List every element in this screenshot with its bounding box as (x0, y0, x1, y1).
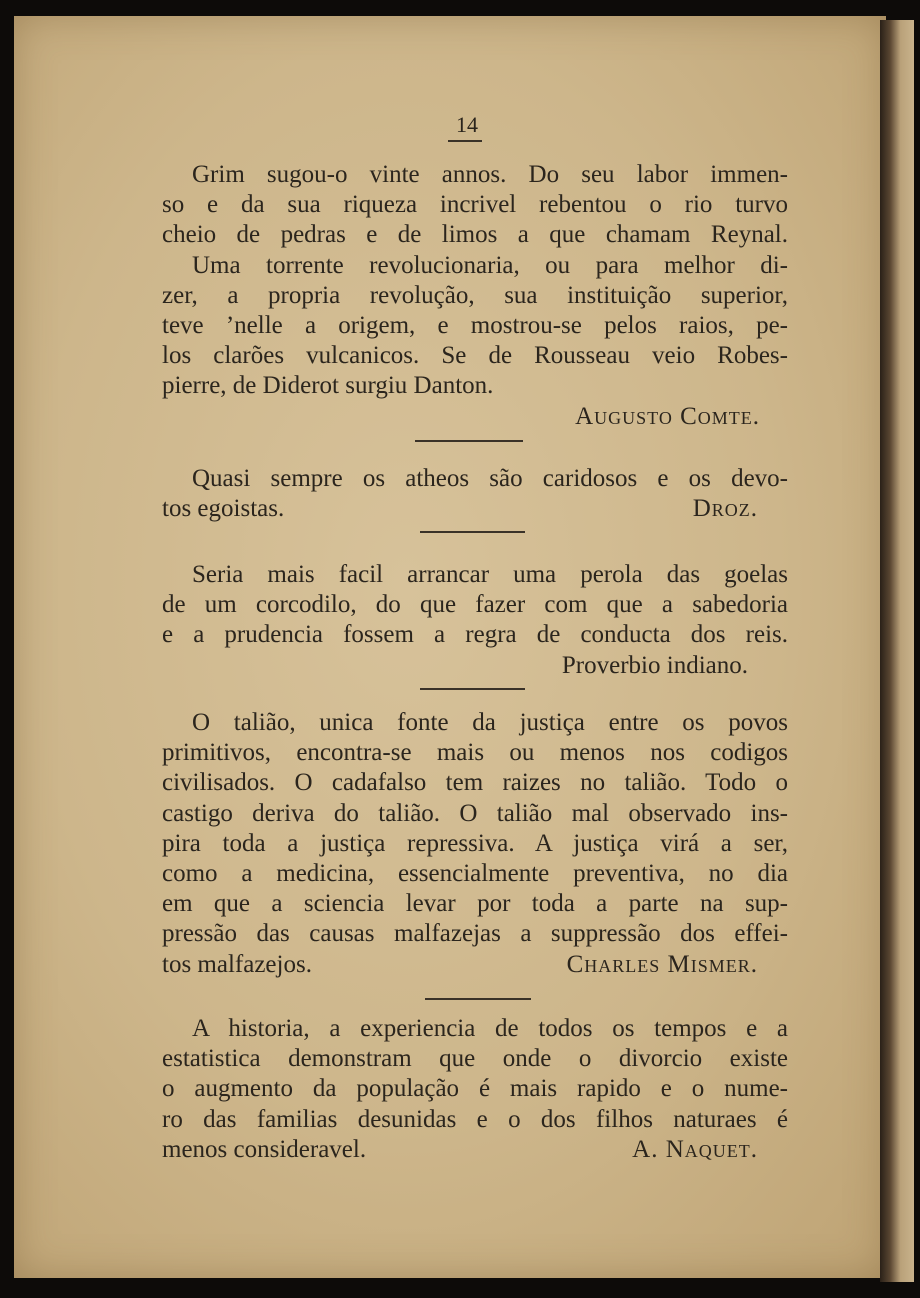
quote-line: Uma torrente revolucionaria, ou para melhor di- (192, 251, 788, 279)
quote-mismer (162, 708, 788, 980)
quote-line: A historia, a experiencia de todos os tempos e a (192, 1015, 788, 1042)
quote-line: Grim sugou-o vinte annos. Do seu labor immen- (192, 161, 788, 188)
quote-last-row (162, 494, 788, 524)
quote-naquet (162, 1014, 788, 1165)
quote-droz (162, 464, 788, 524)
page-binding-edge (880, 20, 914, 1282)
quote-line: civilisados. O cadafalso tem raizes no talião. Todo o (162, 769, 788, 797)
quote-author: Augusto Comte. (575, 402, 760, 430)
quote-line: Seria mais facil arrancar uma perola das goelas (192, 561, 788, 588)
quote-line: teve ’nelle a origem, e mostrou-se pelos raios, pe- (162, 311, 788, 339)
page-number-rule (448, 140, 482, 142)
divider (415, 440, 523, 442)
quote-author: Droz. (692, 495, 758, 523)
quote-line: ro das familias desunidas e o dos filhos naturaes é (162, 1105, 788, 1133)
quote-last-row (162, 950, 788, 980)
quote-comte (162, 160, 788, 432)
quote-line: castigo deriva do talião. O talião mal observado ins- (162, 799, 788, 827)
quote-author: A. Naquet. (632, 1135, 758, 1163)
quote-line: e a prudencia fossem a regra de conducta dos reis. (162, 621, 788, 649)
quote-line: los clarões vulcanicos. Se de Rousseau veio Robes- (162, 342, 788, 370)
quote-line: tos egoistas. (162, 495, 285, 523)
quote-line: de um corcodilo, do que fazer com que a sabedoria (162, 591, 788, 619)
divider (420, 688, 525, 690)
quote-line: pierre, de Diderot surgiu Danton. (162, 372, 494, 400)
quote-author: Proverbio indiano. (561, 651, 748, 679)
quote-last-row (162, 1135, 788, 1165)
quote-line: em que a sciencia levar por toda a parte na sup- (162, 890, 788, 918)
quote-line: Quasi sempre os atheos são caridosos e os devo- (192, 465, 788, 492)
page-number: 14 (456, 112, 478, 137)
quote-line: cheio de pedras e de limos a que chamam Reynal. (162, 221, 788, 249)
divider (425, 998, 531, 1000)
quote-line: O talião, unica fonte da justiça entre os povos (192, 709, 788, 736)
quote-line: pira toda a justiça repressiva. A justiça virá a ser, (162, 829, 788, 857)
quote-line: menos consideravel. (162, 1135, 367, 1163)
quote-line: tos malfazejos. (162, 950, 312, 978)
quote-proverb (162, 560, 788, 681)
quote-line: zer, a propria revolução, sua instituição superior, (162, 281, 788, 309)
quote-line: o augmento da população é mais rapido e o nume- (162, 1075, 788, 1103)
quote-line: como a medicina, essencialmente preventiva, no dia (162, 859, 788, 887)
divider (420, 531, 525, 533)
quote-line: estatistica demonstram que onde o divorcio existe (162, 1045, 788, 1073)
quote-line: so e da sua riqueza incrivel rebentou o rio turvo (162, 191, 788, 219)
quote-line: primitivos, encontra-se mais ou menos nos codigos (162, 739, 788, 767)
quote-author: Charles Mismer. (566, 950, 758, 978)
quote-line: pressão das causas malfazejas a suppressão dos effei- (162, 920, 788, 948)
